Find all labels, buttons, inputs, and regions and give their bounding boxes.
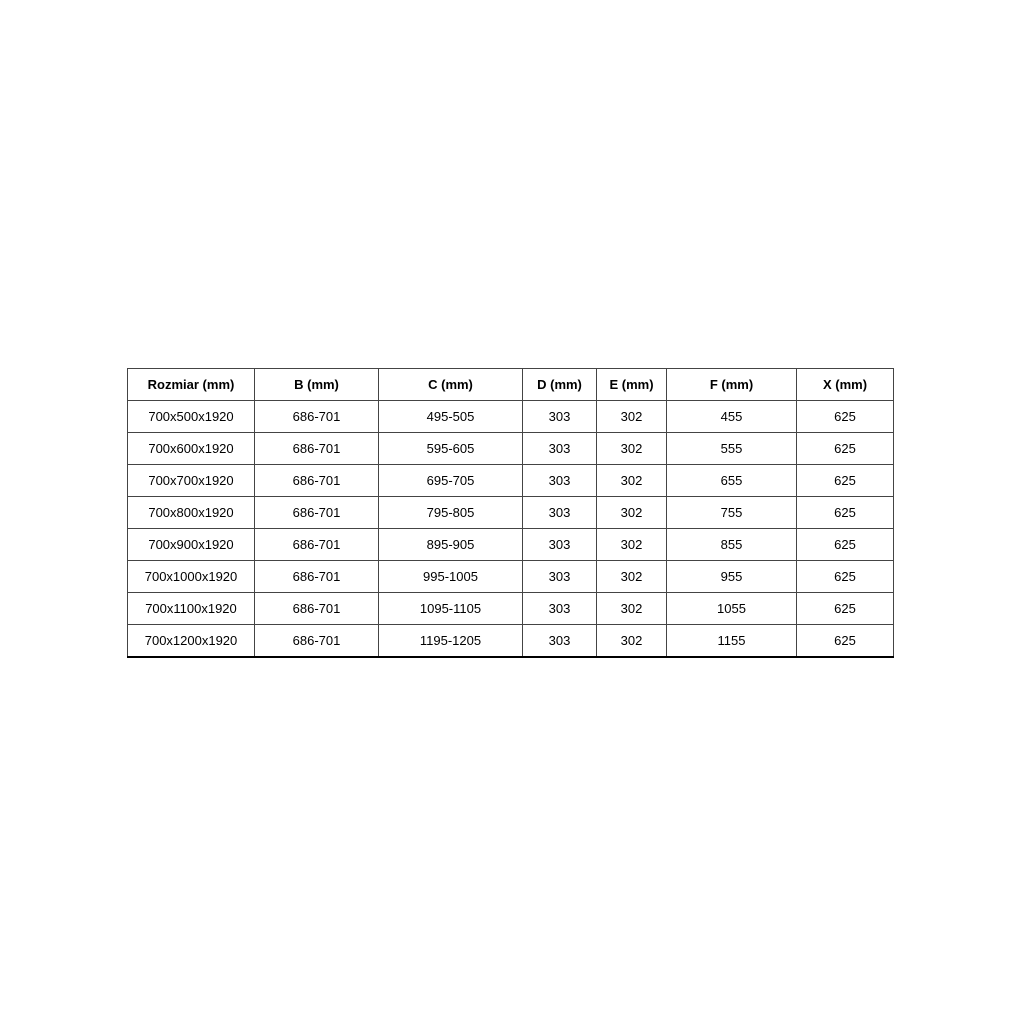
column-header-e: E (mm) xyxy=(597,369,667,401)
header-row xyxy=(128,369,894,401)
table-cell: 302 xyxy=(597,497,667,529)
table-cell: 686-701 xyxy=(255,433,379,465)
table-cell: 303 xyxy=(523,433,597,465)
table-cell: 700x500x1920 xyxy=(128,401,255,433)
table-cell: 302 xyxy=(597,529,667,561)
table-cell: 625 xyxy=(797,625,894,658)
table-cell: 1095-1105 xyxy=(379,593,523,625)
table-cell: 700x900x1920 xyxy=(128,529,255,561)
table-cell: 302 xyxy=(597,561,667,593)
table-row xyxy=(128,465,894,497)
table-cell: 302 xyxy=(597,465,667,497)
table-cell: 555 xyxy=(667,433,797,465)
column-header-d: D (mm) xyxy=(523,369,597,401)
table-cell: 302 xyxy=(597,401,667,433)
table-row xyxy=(128,625,894,658)
table-cell: 700x1100x1920 xyxy=(128,593,255,625)
table-cell: 625 xyxy=(797,529,894,561)
table-row xyxy=(128,433,894,465)
table-cell: 625 xyxy=(797,465,894,497)
table-cell: 995-1005 xyxy=(379,561,523,593)
table-cell: 303 xyxy=(523,593,597,625)
table-cell: 595-605 xyxy=(379,433,523,465)
table-cell: 625 xyxy=(797,561,894,593)
table-cell: 625 xyxy=(797,401,894,433)
table-cell: 303 xyxy=(523,625,597,658)
column-header-f: F (mm) xyxy=(667,369,797,401)
table-cell: 700x1000x1920 xyxy=(128,561,255,593)
table-cell: 700x1200x1920 xyxy=(128,625,255,658)
table-cell: 795-805 xyxy=(379,497,523,529)
table-cell: 686-701 xyxy=(255,401,379,433)
table-cell: 1155 xyxy=(667,625,797,658)
table-cell: 303 xyxy=(523,561,597,593)
table-cell: 303 xyxy=(523,465,597,497)
table-cell: 625 xyxy=(797,497,894,529)
table-row xyxy=(128,401,894,433)
table-cell: 495-505 xyxy=(379,401,523,433)
column-header-b: B (mm) xyxy=(255,369,379,401)
dimensions-table xyxy=(127,368,894,658)
table-cell: 302 xyxy=(597,593,667,625)
table-cell: 700x700x1920 xyxy=(128,465,255,497)
table-cell: 686-701 xyxy=(255,625,379,658)
table-cell: 686-701 xyxy=(255,465,379,497)
table-cell: 955 xyxy=(667,561,797,593)
table-cell: 855 xyxy=(667,529,797,561)
table-cell: 303 xyxy=(523,529,597,561)
table-cell: 700x600x1920 xyxy=(128,433,255,465)
column-header-c: C (mm) xyxy=(379,369,523,401)
table-cell: 700x800x1920 xyxy=(128,497,255,529)
table-row xyxy=(128,497,894,529)
table-cell: 686-701 xyxy=(255,561,379,593)
table-cell: 1195-1205 xyxy=(379,625,523,658)
table-row xyxy=(128,593,894,625)
table-cell: 686-701 xyxy=(255,497,379,529)
table-cell: 455 xyxy=(667,401,797,433)
table-cell: 303 xyxy=(523,401,597,433)
table-cell: 695-705 xyxy=(379,465,523,497)
table-cell: 895-905 xyxy=(379,529,523,561)
table-cell: 303 xyxy=(523,497,597,529)
table-cell: 686-701 xyxy=(255,593,379,625)
table-cell: 655 xyxy=(667,465,797,497)
dimensions-table-container xyxy=(127,368,894,658)
table-row xyxy=(128,561,894,593)
table-cell: 625 xyxy=(797,593,894,625)
column-header-rozmiar: Rozmiar (mm) xyxy=(128,369,255,401)
table-cell: 302 xyxy=(597,433,667,465)
table-cell: 625 xyxy=(797,433,894,465)
column-header-x: X (mm) xyxy=(797,369,894,401)
table-cell: 755 xyxy=(667,497,797,529)
table-row xyxy=(128,529,894,561)
table-cell: 302 xyxy=(597,625,667,658)
table-cell: 686-701 xyxy=(255,529,379,561)
table-cell: 1055 xyxy=(667,593,797,625)
